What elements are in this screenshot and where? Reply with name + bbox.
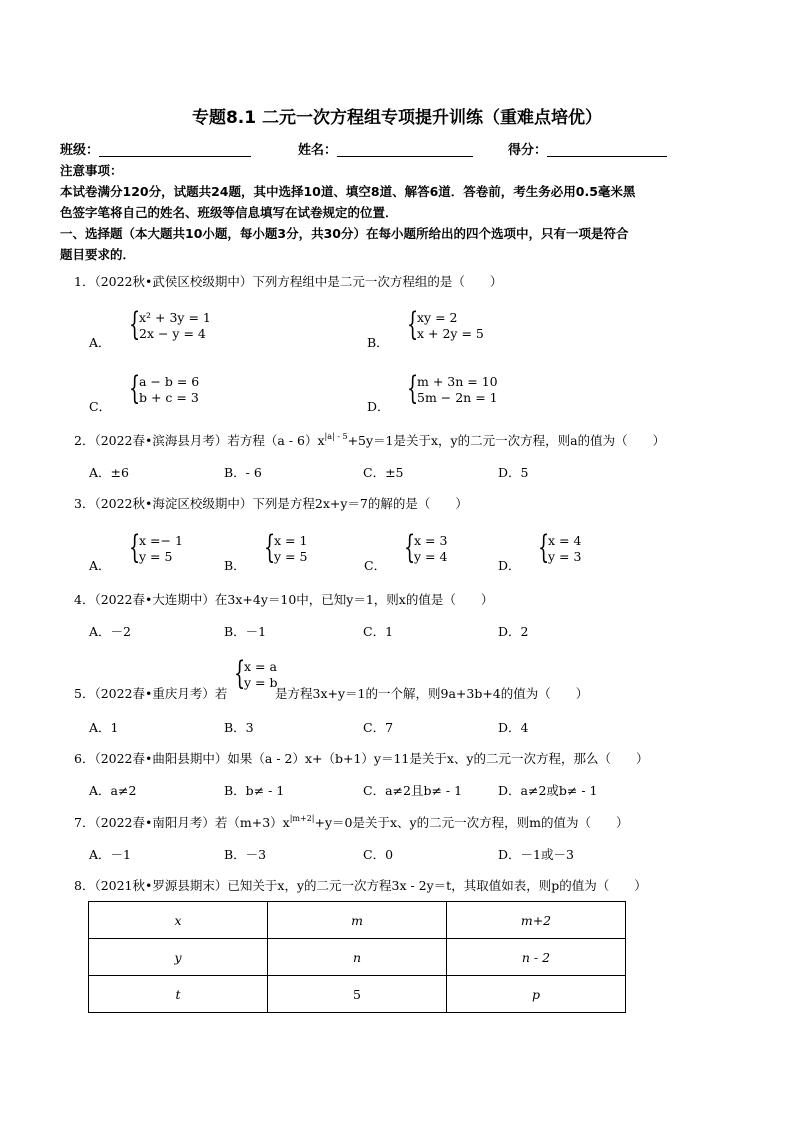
equation: y = 4 bbox=[414, 549, 448, 564]
table-row bbox=[89, 902, 626, 939]
brace-icon: { bbox=[234, 654, 246, 692]
score-blank[interactable] bbox=[547, 142, 667, 157]
q6-option-a[interactable]: A．a≠2 bbox=[89, 783, 137, 798]
q3-option-b-label[interactable]: B． bbox=[224, 558, 246, 573]
equation: x = 3 bbox=[414, 533, 448, 548]
equation: a − b = 6 bbox=[139, 374, 200, 389]
notes-line-1: 本试卷满分120分，试题共24题，其中选择10道、填空8道、解答6道．答卷前，考生务必用0.5毫米黑 bbox=[60, 184, 636, 199]
question-7-stem bbox=[74, 813, 628, 831]
page-title: 专题8.1 二元一次方程组专项提升训练（重难点培优） bbox=[191, 108, 603, 128]
question-5-stem-post: 是方程3x+y＝1的一个解，则9a+3b+4的值为（ ） bbox=[275, 686, 589, 701]
question-6-stem: 6．（2022春•曲阳县期中）如果（a - 2）x+（b+1）y＝11是关于x、y的二元一次方程，那么（ ） bbox=[74, 751, 649, 766]
q4-option-d[interactable]: D．2 bbox=[498, 624, 529, 639]
q3-option-d-label[interactable]: D． bbox=[498, 558, 521, 573]
equation: x = a bbox=[244, 659, 277, 674]
question-5-stem-pre: 5．（2022春•重庆月考）若 bbox=[74, 686, 228, 701]
q3-option-c-label[interactable]: C． bbox=[364, 558, 387, 573]
brace-icon: { bbox=[129, 305, 141, 343]
q2-option-d[interactable]: D．5 bbox=[498, 465, 529, 480]
brace-icon: { bbox=[404, 528, 416, 566]
q5-option-c[interactable]: C．7 bbox=[363, 720, 394, 735]
table-cell: p bbox=[447, 976, 626, 1013]
name-field[interactable] bbox=[298, 139, 473, 158]
table-row bbox=[89, 976, 626, 1013]
notes-line-2: 色签字笔将自己的姓名、班级等信息填写在试卷规定的位置． bbox=[60, 205, 398, 220]
values-table bbox=[88, 901, 626, 1013]
notes-heading: 注意事项： bbox=[60, 163, 123, 178]
q2-stem-pre: 2．（2022春•滨海县月考）若方程（a - 6）x bbox=[74, 433, 325, 448]
q1-option-c-label[interactable]: C． bbox=[89, 399, 112, 414]
equation: x + 2y = 5 bbox=[417, 326, 484, 341]
equation: 5m − 2n = 1 bbox=[417, 390, 498, 405]
q4-option-c[interactable]: C．1 bbox=[363, 624, 394, 639]
class-field[interactable] bbox=[60, 139, 251, 158]
brace-icon: { bbox=[407, 369, 419, 407]
section-heading-line-2: 题目要求的． bbox=[60, 247, 136, 262]
section-heading-line-1: 一、选择题（本大题共10小题，每小题3分，共30分）在每小题所给出的四个选项中，只有一项是符合 bbox=[60, 226, 629, 241]
q2-stem-post: +5y＝1是关于x，y的二元一次方程，则a的值为（ ） bbox=[347, 433, 666, 448]
brace-icon: { bbox=[129, 528, 141, 566]
q2-option-c[interactable]: C．±5 bbox=[363, 465, 404, 480]
equation: y = 3 bbox=[548, 549, 582, 564]
q7-option-d[interactable]: D．－1或－3 bbox=[498, 847, 574, 862]
question-2-stem bbox=[74, 431, 665, 449]
question-8-stem: 8．（2021秋•罗源县期末）已知关于x，y的二元一次方程3x - 2y＝t，其取值如表，则p的值为（ ） bbox=[74, 878, 647, 893]
q2-exponent: |a| - 5 bbox=[324, 432, 348, 441]
table-row bbox=[89, 939, 626, 976]
q6-option-c[interactable]: C．a≠2且b≠ - 1 bbox=[363, 783, 463, 798]
q7-exponent: |m+2| bbox=[289, 814, 315, 823]
table-cell: x bbox=[89, 902, 268, 939]
score-field[interactable] bbox=[508, 139, 667, 158]
table-cell: n bbox=[268, 939, 447, 976]
q7-option-b[interactable]: B．－3 bbox=[224, 847, 267, 862]
equation: b + c = 3 bbox=[139, 390, 199, 405]
q4-option-b[interactable]: B．－1 bbox=[224, 624, 267, 639]
question-3-stem: 3．（2022秋•海淀区校级期中）下列是方程2x+y＝7的解的是（ ） bbox=[74, 496, 468, 511]
name-blank[interactable] bbox=[337, 142, 473, 157]
equation: x² + 3y = 1 bbox=[139, 310, 211, 325]
q5-option-b[interactable]: B．3 bbox=[224, 720, 254, 735]
q3-option-a-label[interactable]: A． bbox=[89, 558, 111, 573]
brace-icon: { bbox=[264, 528, 276, 566]
q2-option-a[interactable]: A．±6 bbox=[89, 465, 129, 480]
name-label: 姓名： bbox=[298, 143, 338, 158]
table-cell: m+2 bbox=[447, 902, 626, 939]
q4-option-a[interactable]: A．－2 bbox=[89, 624, 131, 639]
table-cell: t bbox=[89, 976, 268, 1013]
equation: y = 5 bbox=[139, 549, 173, 564]
class-blank[interactable] bbox=[99, 142, 251, 157]
equation: x = 4 bbox=[548, 533, 582, 548]
q1-option-a-label[interactable]: A． bbox=[89, 335, 111, 350]
q6-option-d[interactable]: D．a≠2或b≠ - 1 bbox=[498, 783, 598, 798]
q6-option-b[interactable]: B．b≠ - 1 bbox=[224, 783, 285, 798]
equation: y = b bbox=[244, 675, 278, 690]
q1-option-b-label[interactable]: B． bbox=[367, 335, 389, 350]
table-cell: 5 bbox=[268, 976, 447, 1013]
q7-stem-pre: 7．（2022春•南阳月考）若（m+3）x bbox=[74, 815, 290, 830]
q1-option-d-label[interactable]: D． bbox=[367, 399, 390, 414]
question-4-stem: 4．（2022春•大连期中）在3x+4y＝10中，已知y＝1，则x的值是（ ） bbox=[74, 592, 494, 607]
equation: 2x − y = 4 bbox=[139, 326, 206, 341]
equation: x =− 1 bbox=[139, 533, 183, 548]
equation: y = 5 bbox=[274, 549, 308, 564]
q7-option-a[interactable]: A．－1 bbox=[89, 847, 131, 862]
brace-icon: { bbox=[129, 369, 141, 407]
table-cell: y bbox=[89, 939, 268, 976]
class-label: 班级： bbox=[60, 143, 100, 158]
q2-option-b[interactable]: B．- 6 bbox=[224, 465, 262, 480]
q7-option-c[interactable]: C．0 bbox=[363, 847, 394, 862]
table-cell: m bbox=[268, 902, 447, 939]
score-label: 得分： bbox=[508, 143, 548, 158]
brace-icon: { bbox=[407, 305, 419, 343]
equation: m + 3n = 10 bbox=[417, 374, 498, 389]
q5-option-d[interactable]: D．4 bbox=[498, 720, 529, 735]
equation: xy = 2 bbox=[417, 310, 458, 325]
q7-stem-post: +y＝0是关于x、y的二元一次方程，则m的值为（ ） bbox=[314, 815, 629, 830]
table-cell: n - 2 bbox=[447, 939, 626, 976]
question-1-stem: 1．（2022秋•武侯区校级期中）下列方程组中是二元一次方程组的是（ ） bbox=[74, 274, 503, 289]
equation: x = 1 bbox=[274, 533, 308, 548]
brace-icon: { bbox=[538, 528, 550, 566]
q5-option-a[interactable]: A．1 bbox=[89, 720, 119, 735]
